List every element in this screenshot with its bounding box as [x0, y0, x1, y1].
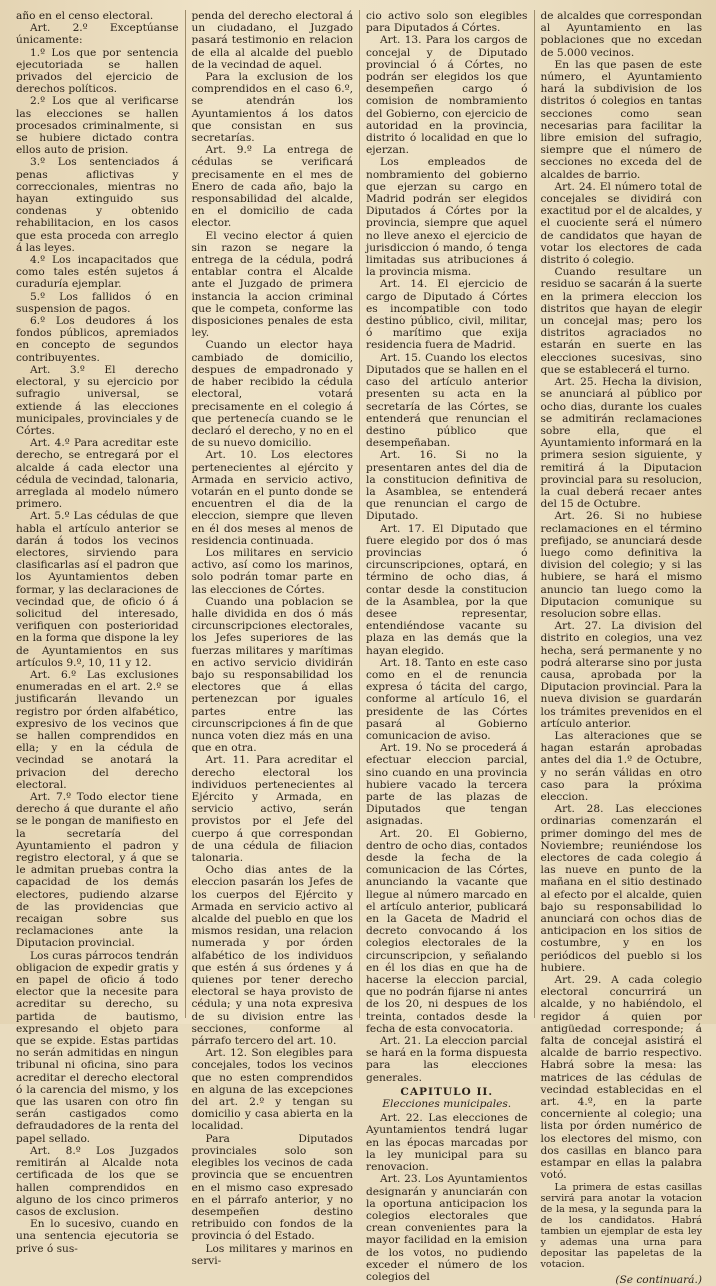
- chapter-subheading: Elecciones municipales.: [382, 1098, 512, 1111]
- paragraph: Art. 13. Para los cargos de concejal y de Diputado provincial ó á Córtes, no podrán ser elegidos los que desempeñen cargo ó comision de nombramiento del Gobierno, con ejercicio de autoridad en la provincia, distrito ó localidad en que lo ejerzan.: [366, 34, 528, 157]
- paragraph-small: La primera de estas casillas servirá para anotar la votacion de la mesa, y la segunda para la de los candidatos. Habrá tambien un ejemplar de esta ley y ademas una urna para depositar las papeletas de la votacion.: [540, 1181, 702, 1270]
- continued-note: (Se continuará.): [615, 1273, 702, 1286]
- paragraph: Los empleados de nombramiento del gobierno que ejerzan su cargo en Madrid podrán ser elegidos Diputados á Córtes por la provincia, siempre que aquel no lleve anexo el ejercicio de jurisdiccion ó mando, ó tenga limitadas sus atribuciones á la provincia misma.: [366, 156, 528, 279]
- paragraph: Art. 14. El ejercicio de cargo de Diputado á Córtes es incompatible con todo destino público, civil, militar, ó marítimo que exija residencia fuera de Madrid.: [366, 278, 528, 352]
- paragraph: 3.º Los sentenciados á penas aflictivas y correccionales, mientras no hayan extinguido sus condenas y obtenido rehabilitacion, en los casos que esta proceda con arreglo á las leyes.: [16, 156, 179, 254]
- column-1: [10, 10, 185, 1255]
- paragraph: de alcaldes que correspondan al Ayuntamiento en las poblaciones que no excedan de 5.000 vecinos.: [540, 10, 702, 59]
- paragraph: Ocho dias antes de la eleccion pasarán los Jefes de los cuerpos del Ejército y Armada en servicio activo al alcalde del pueblo en que los mismos residan, una relacion numerada y por órden alfabético de los individuos que estén á sus órdenes y á quienes por tener derecho electoral se haya provisto de cédula; y una nota expresiva de su division entre las secciones, conforme al párrafo tercero del art. 10.: [191, 864, 353, 1048]
- paragraph: Art. 6.º Las exclusiones enumeradas en el art. 2.º se justificarán llevando un registro por órden alfabético, expresivo de los vecinos que se hallen comprendidos en ella; y en la cédula de vecindad se anotará la privacion del derecho electoral.: [16, 668, 179, 791]
- column-3: [359, 10, 534, 1283]
- paragraph: 2.º Los que al verificarse las elecciones se hallen procesados criminalmente, si se hubiere dictado contra ellos auto de prision.: [16, 95, 179, 157]
- paragraph: 4.º Los incapacitados que como tales estén sujetos á curaduría ejemplar.: [16, 254, 179, 291]
- paragraph: Art. 23. Los Ayuntamientos designarán y anunciarán con la oportuna anticipacion los colegios electorales que crean convenientes para la mayor facilidad en la emision de los votos, no pudiendo exceder el número de los colegios del: [366, 1173, 528, 1283]
- paragraph: Art. 29. A cada colegio electoral concurrirá un alcalde, y no habiéndolo, el regidor á quien por antigüedad corresponde; á falta de concejal asistirá el alcalde de barrio respectivo. Habrá sobre la mesa: las matrices de las cédulas de vecindad establecidas en el art. 4.º, en la parte concerniente al colegio; una lista por órden numérico de los electores del mismo, con dos casillas en blanco para estampar en ellas la palabra votó.: [540, 974, 702, 1182]
- paragraph: año en el censo electoral.: [16, 10, 154, 22]
- paragraph: En las que pasen de este número, el Ayuntamiento hará la subdivision de los distritos ó colegios en tantas secciones como sean necesarias para facilitar la libre emision del sufragio, siempre que el número de secciones no exceda del de alcaldes de barrio.: [540, 58, 702, 181]
- paragraph: Art. 8.º Los Juzgados remitirán al Alcalde nota certificada de los que se hallen comprendidos en alguno de los cinco primeros casos de exclusion.: [16, 1144, 179, 1218]
- paragraph: Los militares en servicio activo, así como los marinos, solo podrán tomar parte en las elecciones de Córtes.: [191, 546, 353, 596]
- paragraph: Art. 15. Cuando los electos Diputados que se hallen en el caso del artículo anterior presenten su acta en la secretaría de las Córtes, se entenderá que renuncian el destino público que desempeñaban.: [366, 351, 528, 450]
- paragraph: Art. 25. Hecha la division, se anunciará al público por ocho dias, durante los cuales se admitirán reclamaciones sobre ella, que el Ayuntamiento informará en la primera sesion siguiente, y remitirá á la Diputacion provincial para su resolucion, la cual deberá recaer antes del 15 de Octubre.: [540, 376, 702, 511]
- paragraph: Art. 27. La division del distrito en colegios, una vez hecha, será permanente y no podrá alterarse sino por justa causa, aprobada por la Diputacion provincial. Para la nueva division se guardarán los trámites prevenidos en el artículo anterior.: [540, 620, 702, 730]
- paragraph: Art. 2.º Exceptúanse únicamente:: [16, 22, 179, 47]
- paragraph: Art. 22. Las elecciones de Ayuntamientos tendrá lugar en las épocas marcadas por la ley municipal para su renovacion.: [366, 1112, 528, 1174]
- paragraph: Art. 5.º Las cédulas de que habla el artículo anterior se darán á todos los vecinos electores, sirviendo para clasificarlas así el padron que los Ayuntamientos deben formar, y las declaraciones de vecindad que, de oficio ó á solicitud del interesado, verifiquen con posterioridad en la forma que dispone la ley de Ayuntamientos en sus artículos 9.º, 10, 11 y 12.: [16, 510, 179, 669]
- paragraph: En lo sucesivo, cuando en una sentencia ejecutoria se prive ó sus-: [16, 1218, 179, 1255]
- paragraph: Cuando una poblacion se halle dividida en dos ó más circunscripciones electorales, los Jefes superiores de las fuerzas militares y marítimas en activo servicio dividirán bajo su responsabilidad los electores que á ellas pertenezcan por iguales partes entre las circunscripciones á fin de que nunca voten diez más en una que en otra.: [191, 595, 353, 755]
- paragraph: Art. 17. El Diputado que fuere elegido por dos ó mas provincias ó circunscripciones, optará, en término de ocho dias, á contar desde la constitucion de la Asamblea, por la que desee representar, entendiéndose vacante su plaza en las demás que la hayan elegido.: [366, 522, 528, 657]
- paragraph: Art. 19. No se procederá á efectuar eleccion parcial, sino cuando en una provincia hubiere vacado la tercera parte de las plazas de Diputados que tengan asignadas.: [366, 742, 528, 828]
- paragraph: Art. 3.º El derecho electoral, y su ejercicio por sufragio universal, se extiende á las elecciones municipales, provinciales y de Córtes.: [16, 363, 179, 437]
- paragraph: Art. 9.º La entrega de cédulas se verificará precisamente en el mes de Enero de cada año, bajo la responsabilidad del alcalde, en el domicilio de cada elector.: [191, 144, 353, 230]
- paragraph: Art. 10. Los electores pertenecientes al ejército y Armada en servicio activo, votarán en el punto donde se encuentren el dia de la eleccion, siempre que lleven en él dos meses al menos de residencia continuada.: [191, 449, 353, 547]
- paragraph: Art. 20. El Gobierno, dentro de ocho dias, contados desde la fecha de la comunicacion de las Córtes, anunciando la vacante que llegue al número marcado en el artículo anterior, publicará en la Gaceta de Madrid el decreto convocando á los colegios electorales de la circunscripcion, y señalando en él los dias en que ha de hacerse la eleccion parcial, que no podrán fijarse ni antes de los 20, ni despues de los treinta, contados desde la fecha de esta convocatoria.: [366, 827, 528, 1035]
- paragraph: Art. 16. Si no la presentaren antes del dia de la constitucion definitiva de la Asamblea, se entenderá que renuncian el cargo de Diputado.: [366, 449, 528, 523]
- paragraph: Art. 24. El número total de concejales se dividirá con exactitud por el de alcaldes, y el cuociente será el número de candidatos que hayan de votar los electores de cada distrito ó colegio.: [540, 180, 702, 267]
- paragraph: Art. 12. Son elegibles para concejales, todos los vecinos que no esten comprendidos en alguna de las excepciones del art. 2.º y tengan su domicilio y casa abierta en la localidad.: [191, 1047, 353, 1133]
- paragraph: Los curas párrocos tendrán obligacion de expedir gratis y en papel de oficio á todo elector que la necesite para acreditar su derecho, su partida de bautismo, expresando el objeto para que se expide. Estas partidas no serán admitidas en ningun tribunal ni oficina, sino para acreditar el derecho electoral ó la carencia del mismo, y los que las usaren con otro fin serán castigados como defraudadores de la renta del papel sellado.: [16, 949, 179, 1145]
- paragraph: 5.º Los fallidos ó en suspension de pagos.: [16, 290, 179, 315]
- paragraph: El vecino elector á quien sin razon se negare la entrega de la cédula, podrá entablar contra el Alcalde ante el Juzgado de primera instancia la accion criminal que le competa, conforme las disposiciones penales de esta ley.: [191, 229, 353, 340]
- chapter-heading: CAPITULO II.: [400, 1085, 494, 1098]
- paragraph: Cuando resultare un residuo se sacarán á la suerte en la primera eleccion los distritos que hayan de elegir un concejal mas; pero los distritos agraciados no estarán en suerte en las elecciones sucesivas, sino que se establecerá el turno.: [540, 266, 702, 376]
- paragraph: Art. 4.º Para acreditar este derecho, se entregará por el alcalde á cada elector una cédula de vecindad, talonaria, arreglada al modelo número primero.: [16, 437, 179, 511]
- paragraph: Para Diputados provinciales solo son elegibles los vecinos de cada provincia que se encuentren en el mismo caso expresado en el párrafo anterior, y no desempeñen destino retribuido con fondos de la provincia ó del Estado.: [191, 1132, 353, 1243]
- paragraph: 1.º Los que por sentencia ejecutoriada se hallen privados del ejercicio de derechos políticos.: [16, 46, 179, 96]
- column-4: [534, 10, 709, 1286]
- column-2: [185, 10, 360, 1267]
- paragraph: cio activo solo son elegibles para Diputados á Córtes.: [366, 10, 528, 35]
- paragraph: Art. 18. Tanto en este caso como en el de renuncia expresa ó tácita del cargo, conforme al artículo 16, el presidente de las Córtes pasará al Gobierno comunicacion de aviso.: [366, 656, 528, 742]
- paragraph: penda del derecho electoral á un ciudadano, el Juzgado pasará testimonio en relacion de ella al alcalde del pueblo de la vecindad de aquel.: [191, 10, 353, 71]
- paragraph: Art. 11. Para acreditar el derecho electoral los individuos pertenecientes al Ejército y Armada, en servicio activo, serán provistos por el Jefe del cuerpo á que correspondan de una cédula de filiacion talonaria.: [191, 754, 353, 865]
- text-columns: [10, 10, 708, 1286]
- paragraph: Para la exclusion de los comprendidos en el caso 6.º, se atendrán los Ayuntamientos á los datos que consistan en sus secretarías.: [191, 71, 353, 145]
- paragraph: Art. 28. Las elecciones ordinarias comenzarán el primer domingo del mes de Noviembre; reuniéndose los electores de cada colegio á las nueve en punto de la mañana en el sitio destinado al efecto por el alcalde, quien bajo su responsabilidad lo anunciará con ochos dias de anticipacion en los sitios de costumbre, y en los periódicos del pueblo si los hubiere.: [540, 803, 702, 974]
- paragraph: Los militares y marinos en servi-: [191, 1242, 353, 1267]
- paragraph: Las alteraciones que se hagan estarán aprobadas antes del dia 1.º de Octubre, y no serán válidas en otro caso para la próxima eleccion.: [540, 729, 702, 803]
- paragraph: Art. 21. La eleccion parcial se hará en la forma dispuesta para las elecciones generales.: [366, 1035, 528, 1084]
- paragraph: Cuando un elector haya cambiado de domicilio, despues de empadronado y de haber recibido la cédula electoral, votará precisamente en el colegio á que pertenecía cuando se le declaró el derecho, y no en el de su nuevo domicilio.: [191, 339, 353, 450]
- paragraph: Art. 26. Si no hubiese reclamaciones en el término prefijado, se anunciará desde luego como definitiva la division del colegio; y si las hubiere, se hará el mismo anuncio tan luego como la Diputacion comunique su resolucion sobre ellas.: [540, 510, 702, 620]
- paragraph: Art. 7.º Todo elector tiene derecho á que durante el año se le pongan de manifiesto en la secretaría del Ayuntamiento el padron y registro electoral, y á que se le admitan pruebas contra la capacidad de los demás electores, pudiendo alzarse de las providencias que recaigan sobre sus reclamaciones ante la Diputacion provincial.: [16, 791, 179, 950]
- paragraph: 6.º Los deudores á los fondos públicos, apremiados en concepto de segundos contribuyentes.: [16, 315, 179, 364]
